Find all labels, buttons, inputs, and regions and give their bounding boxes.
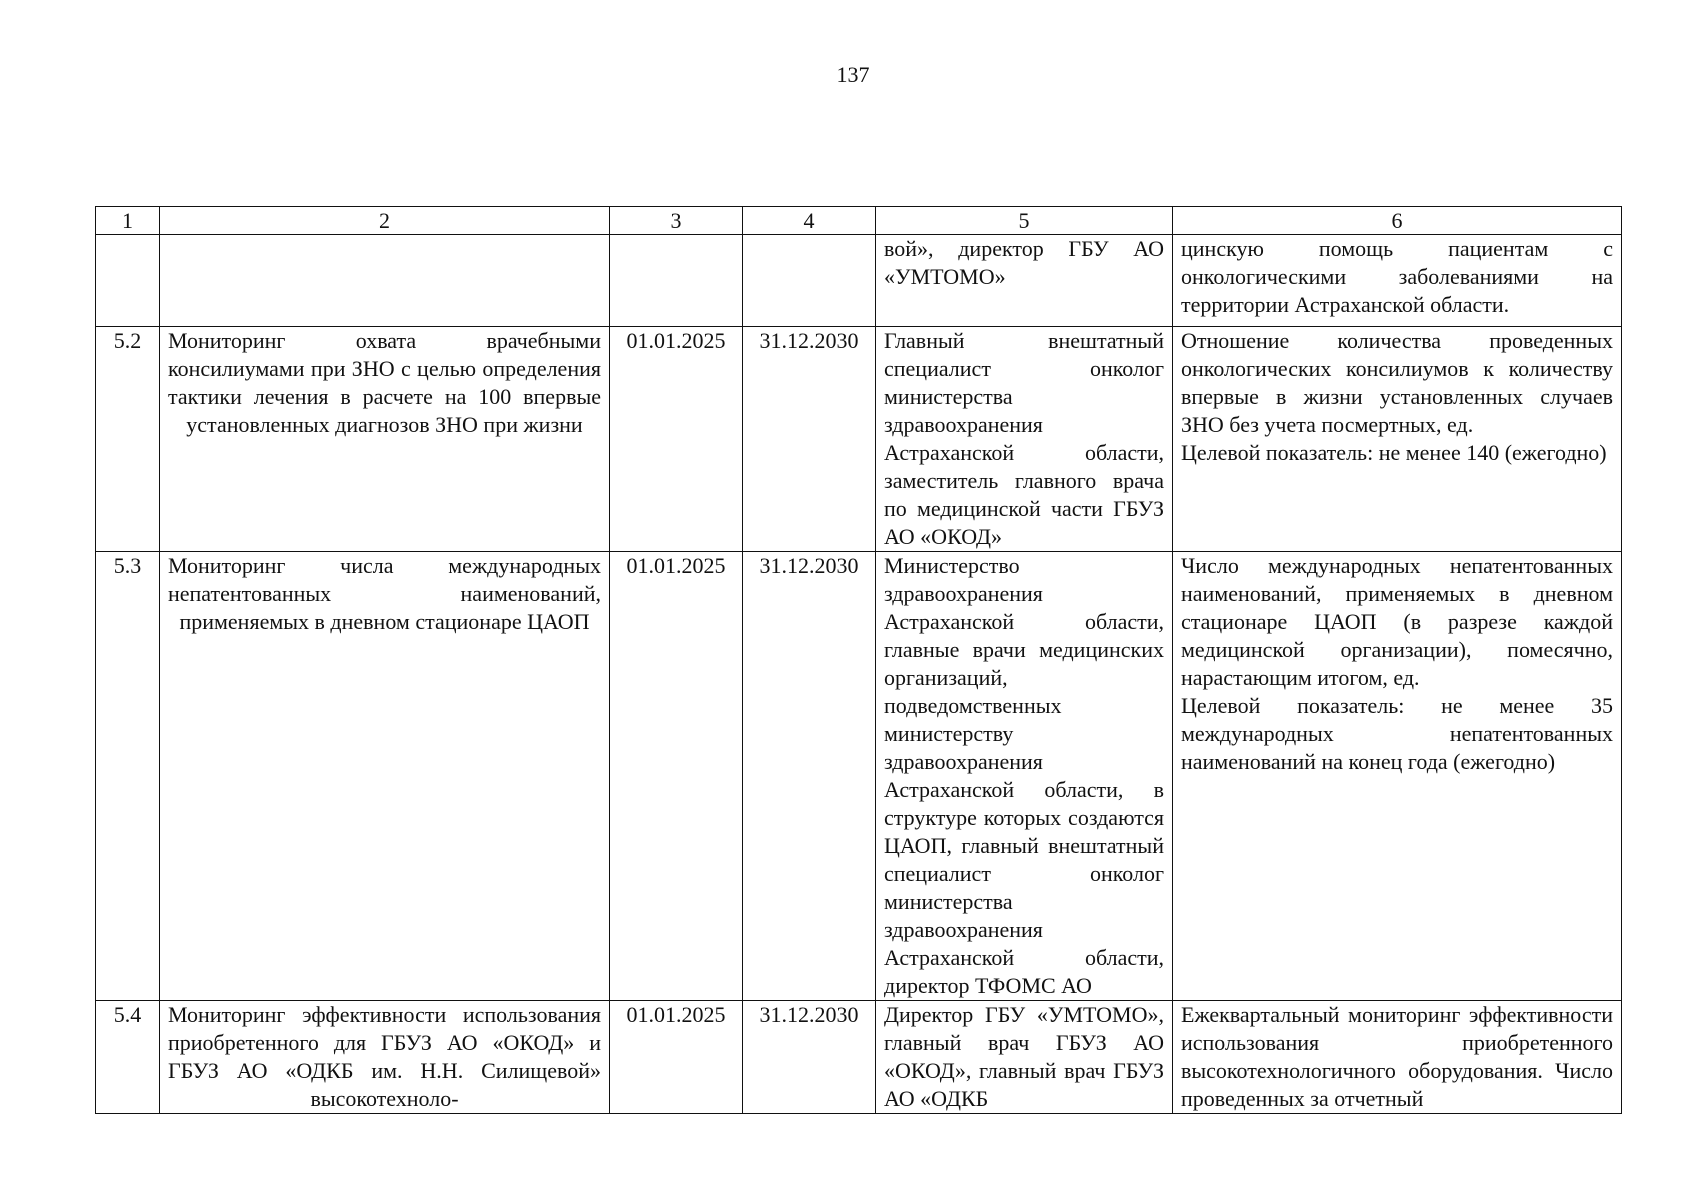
- column-header: 6: [1173, 207, 1622, 235]
- column-header: 5: [876, 207, 1173, 235]
- activity-name: [160, 552, 610, 1001]
- indicator-text: Число международных непатентованных наименований, применяемых в дневном стационаре ЦАОП (в разрезе каждой медицинской организации), помесячно, нарастающим итогом, ед.: [1181, 553, 1613, 690]
- column-header: 2: [160, 207, 610, 235]
- end-date: [743, 235, 876, 327]
- target-indicator-text: Целевой показатель: не менее 140 (ежегодно): [1181, 440, 1607, 465]
- responsible-text: Министерство здравоохранения Астраханской области, главные врачи медицинских организаций, подведомственных министерству здравоохранения Астраханской области, в структуре которых создаются ЦАОП, главный внештатный специалист онколог министерства здравоохранения Астраханской области, директор ТФОМС АО: [884, 553, 1164, 998]
- indicator-text: цинскую помощь пациентам с онкологическими заболеваниями на территории Астраханской области.: [1181, 236, 1613, 317]
- column-number-row: [96, 207, 1622, 235]
- end-date: 31.12.2030: [743, 327, 876, 552]
- document-table: [95, 206, 1622, 1114]
- indicator-cell: [1173, 327, 1622, 552]
- column-header: 4: [743, 207, 876, 235]
- activity-name: [160, 1001, 610, 1114]
- table-row: [96, 552, 1622, 1001]
- responsible-cell: [876, 552, 1173, 1001]
- column-header: 1: [96, 207, 160, 235]
- activity-name-text: Мониторинг охвата врачебными консилиумами при ЗНО с целью определения тактики лечения в расчете на 100 впервые установленных диагнозов ЗНО при жизни: [168, 328, 601, 437]
- row-number: 5.2: [96, 327, 160, 552]
- table-row: [96, 327, 1622, 552]
- row-number: 5.3: [96, 552, 160, 1001]
- start-date: [610, 235, 743, 327]
- activity-name-text: Мониторинг эффективности использования приобретенного для ГБУЗ АО «ОКОД» и ГБУЗ АО «ОДКБ им. Н.Н. Силищевой» высокотехноло-: [168, 1002, 601, 1111]
- responsible-cell: [876, 235, 1173, 327]
- indicator-text: Отношение количества проведенных онкологических консилиумов к количеству впервые в жизни установленных случаев ЗНО без учета посмертных, ед.: [1181, 328, 1613, 437]
- indicator-cell: [1173, 235, 1622, 327]
- start-date: 01.01.2025: [610, 327, 743, 552]
- end-date: 31.12.2030: [743, 552, 876, 1001]
- indicator-cell: [1173, 1001, 1622, 1114]
- row-number: 5.4: [96, 1001, 160, 1114]
- row-number: [96, 235, 160, 327]
- column-header: 3: [610, 207, 743, 235]
- page-number: 137: [836, 62, 870, 87]
- start-date: 01.01.2025: [610, 552, 743, 1001]
- start-date: 01.01.2025: [610, 1001, 743, 1114]
- indicator-text: Ежеквартальный мониторинг эффективности использования приобретенного высокотехнологичного оборудования. Число проведенных за отчетный: [1181, 1002, 1613, 1111]
- responsible-text: Главный внештатный специалист онколог министерства здравоохранения Астраханской области, заместитель главного врача по медицинской части ГБУЗ АО «ОКОД»: [884, 328, 1164, 549]
- responsible-cell: [876, 327, 1173, 552]
- table-row: [96, 1001, 1622, 1114]
- responsible-text: вой», директор ГБУ АО «УМТОМО»: [884, 236, 1164, 289]
- table-row-continuation: [96, 235, 1622, 327]
- activity-name-text: Мониторинг числа международных непатентованных наименований, применяемых в дневном стационаре ЦАОП: [168, 553, 601, 634]
- activity-name: [160, 235, 610, 327]
- indicator-cell: [1173, 552, 1622, 1001]
- activity-name: [160, 327, 610, 552]
- responsible-cell: [876, 1001, 1173, 1114]
- target-indicator-text: Целевой показатель: не менее 35 международных непатентованных наименований на конец года (ежегодно): [1181, 693, 1613, 774]
- end-date: 31.12.2030: [743, 1001, 876, 1114]
- responsible-text: Директор ГБУ «УМТОМО», главный врач ГБУЗ АО «ОКОД», главный врач ГБУЗ АО «ОДКБ: [884, 1002, 1164, 1111]
